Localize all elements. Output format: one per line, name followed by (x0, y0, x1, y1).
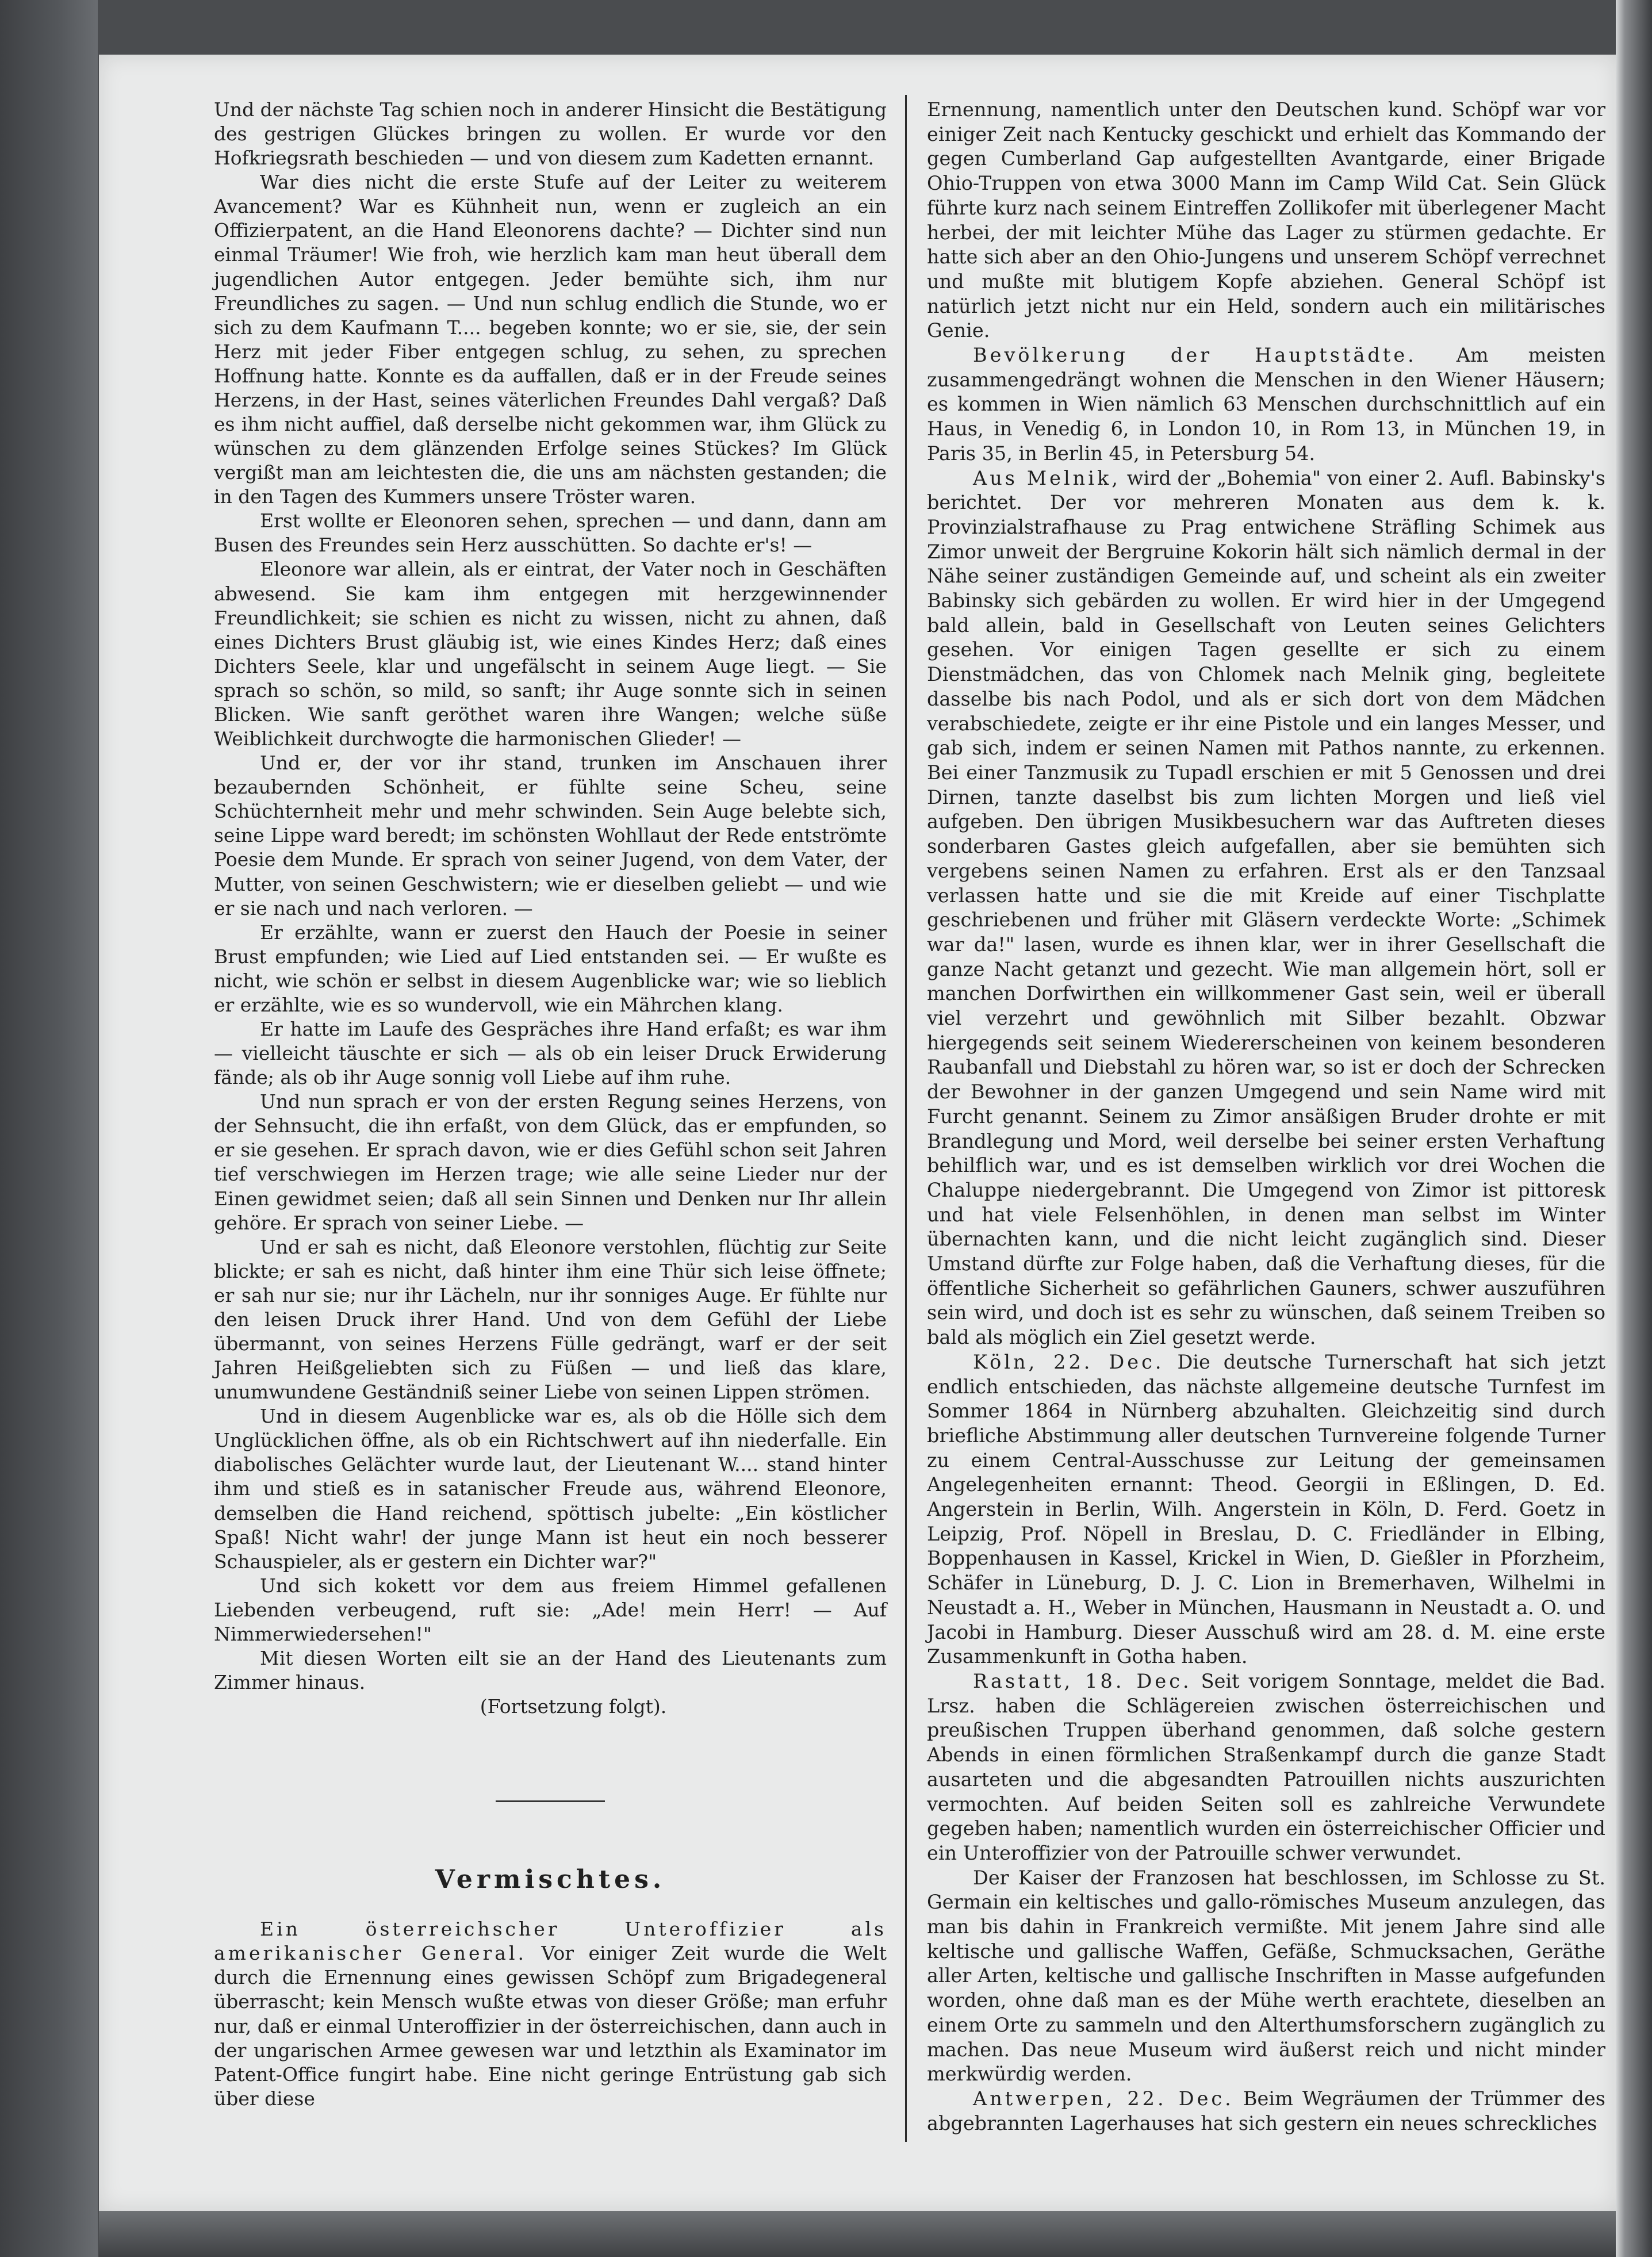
section-divider (496, 1800, 605, 1802)
story-paragraph: Und er sah es nicht, daß Eleonore verstohlen, flüchtig zur Seite blickte; er sah es nicht, daß hinter ihm eine Thür sich leise öffnete; er sah nur sie; nur ihr Lächeln, nur ihr sonniges Auge. Er fühlte nur den leisen Druck ihrer Hand. Und von dem Gefühl der Liebe übermannt, von seines Herzens Fülle gedrängt, warf er der seit Jahren Heißgeliebten sich zu Füßen — und ließ das klare, unumwundene Geständniß seiner Liebe von seinen Lippen strömen. (214, 1235, 887, 1404)
news-paragraph (927, 343, 1605, 466)
news-paragraph-body: Die deutsche Turnerschaft hat sich jetzt endlich entschieden, das nächste allgemeine deutsche Turnfest im Sommer 1864 in Nürnberg abzuhalten. Gleichzeitig sind durch briefliche Abstimmung aller deutschen Turnvereine folgende Turner zu einem Central-Ausschusse zur Leitung der gemeinsamen Angelegenheiten ernannt: Theod. Georgii in Eßlingen, D. Ed. Angerstein in Berlin, Wilh. Angerstein in Köln, D. Ferd. Goetz in Leipzig, Prof. Nöpell in Breslau, D. C. Friedländer in Elbing, Boppenhausen in Kassel, Krickel in Wien, D. Gießler in Pforzheim, Schäfer in Lüneburg, D. J. C. Lion in Bremerhaven, Wilhelmi in Neustadt a. H., Weber in München, Hausmann in Neustadt a. O. und Jacobi in Hamburg. Dieser Ausschuß wird am 28. d. M. eine erste Zusammenkunft in Gotha haben. (927, 1350, 1605, 1668)
news-paragraph-body: wird der „Bohemia" von einer 2. Aufl. Babinsky's berichtet. Der vor mehreren Monaten aus dem k. k. Provinzialstrafhause zu Prag entwichene Sträfling Schimek aus Zimor unweit der Bergruine Kokorin hält sich nämlich dermal in der Nähe seiner zuständigen Gemeinde auf, und scheint als ein zweiter Babinsky sich gebärden zu wollen. Er wird hier in der Umgegend bald allein, bald in Gesellschaft von Leuten seines Gelichters gesehen. Vor einigen Tagen gesellte er sich zu einem Dienstmädchen, das von Chlomek nach Melnik ging, begleitete dasselbe bis nach Podol, und als er sich dort von dem Mädchen verabschiedete, zeigte er ihr eine Pistole und ein langes Messer, und gab sich, indem er seinen Namen mit Pathos nannte, zu erkennen. Bei einer Tanzmusik zu Tupadl erschien er mit 5 Genossen und drei Dirnen, tanzte daselbst bis zum lichten Morgen und ließ viel aufgeben. Den übrigen Musikbesuchern war das Auftreten dieses sonderbaren Gastes gleich aufgefallen, aber sie bemühten sich vergebens seinen Namen zu erfahren. Erst als er den Tanzsaal verlassen hatte und sie die mit Kreide auf einer Tischplatte geschriebenen und früher mit Gläsern verdeckte Worte: „Schimek war da!" lasen, wurde es ihnen klar, wer in ihrer Gesellschaft die ganze Nacht getanzt und gezecht. Wie man allgemein hört, soll er manchen Dorfwirthen ein willkommener Gast sein, weil er überall viel verzehrt und gewöhnlich mit Silber bezahlt. Obzwar hiergegends seit seinem Wiedererscheinen von keinem besonderen Raubanfall und Diebstahl zu hören war, so ist er doch der Schrecken der Bewohner in der ganzen Umgegend und sein Name wird mit Furcht genannt. Seinem zu Zimor ansäßigen Bruder drohte er mit Brandlegung und Mord, weil derselbe bei seiner ersten Verhaftung behilflich war, und es ist demselben wirklich vor drei Wochen die Chaluppe niedergebrannt. Die Umgegend von Zimor ist pittoresk und hat viele Felsenhöhlen, in denen man selbst im Winter übernachten kann, und die nicht leicht zugänglich sind. Dieser Umstand dürfte zur Folge haben, daß die Verhaftung dieses, für die öffentliche Sicherheit so gefährlichen Gauners, schwer auszuführen sein wird, und doch ist es sehr zu wünschen, daß seinem Treiben so bald als möglich ein Ziel gesetzt werde. (927, 466, 1605, 1349)
story-paragraph: Und er, der vor ihr stand, trunken im Anschauen ihrer bezaubernden Schönheit, er fühlte seine Scheu, seine Schüchternheit mehr und mehr schwinden. Sein Auge belebte sich, seine Lippe ward beredt; im schönsten Wohllaut der Rede entströmte Poesie dem Munde. Er sprach von seiner Jugend, von dem Vater, der Mutter, von seinen Geschwistern; wie er dieselben geliebt — und wie er sie nach und nach verloren. — (214, 752, 887, 919)
page-bottom-shadow (99, 2211, 1617, 2257)
story-paragraph: Und sich kokett vor dem aus freiem Himmel gefallenen Liebenden verbeugend, ruft sie: „Ade! mein Herr! — Auf Nimmerwiedersehen!" (214, 1574, 887, 1645)
column-rule (905, 95, 907, 2142)
story-paragraph: Eleonore war allein, als er eintrat, der Vater noch in Geschäften abwesend. Sie kam ihm entgegen mit herzgewinnender Freundlichkeit; sie schien es nicht zu wissen, nicht zu ahnen, daß eines Dichters Brust gläubig ist, wie eines Kindes Herz; daß eines Dichters Seele, klar und ungefälscht in seinem Auge liegt. — Sie sprach so schön, so mild, so sanft; ihr Auge sonnte sich in seinen Blicken. Wie sanft geröthet waren ihre Wangen; welche süße Weiblichkeit durchwogte die harmonischen Glieder! — (214, 558, 887, 750)
news-paragraph (927, 466, 1605, 1350)
news-paragraph-body: Seit vorigem Sonntage, meldet die Bad. Lrsz. haben die Schlägereien zwischen österreichischen und preußischen Truppen überhand genommen, daß solche gestern Abends in einen förmlichen Straßenkampf durch die ganze Stadt ausarteten und die abgesandten Patrouillen nichts auszurichten vermochten. Auf beiden Seiten soll es zahlreiche Verwundete gegeben haben; namentlich wurden ein österreichischer Officier und ein Unteroffizier von der Patrouille schwer verwundet. (927, 1670, 1605, 1864)
news-dateline: Bevölkerung der Hauptstädte. (973, 344, 1417, 367)
story-paragraph: War dies nicht die erste Stufe auf der Leiter zu weiterem Avancement? War es Kühnheit nun, wenn er zugleich an ein Offizierpatent, an die Hand Eleonorens dachte? — Dichter sind nun einmal Träumer! Wie froh, wie herzlich kam man heut überall dem jugendlichen Autor entgegen. Jeder bemühte sich, ihm nur Freundliches zu sagen. — Und nun schlug endlich die Stunde, wo er sich zu dem Kaufmann T.... begeben konnte; wo er sie, sie, der sein Herz mit jeder Fiber entgegen schlug, zu sehen, zu sprechen Hoffnung hatte. Konnte es da auffallen, daß er in der Freude seines Herzens, in der Hast, seines väterlichen Freundes Dahl vergaß? Daß es ihm nicht auffiel, daß derselbe nicht gekommen war, ihm Glück zu wünschen zu dem glänzenden Erfolge seines Stückes? Im Glück vergißt man am leichtesten die, die uns am nächsten gestanden; die in den Tagen des Kummers unsere Tröster waren. (214, 171, 887, 508)
left-column (214, 98, 887, 2111)
scan-right-edge (1616, 0, 1652, 2257)
story-paragraph: Er erzählte, wann er zuerst den Hauch der Poesie in seiner Brust empfunden; wie Lied auf Lied entstanden sei. — Er wußte es nicht, wie schön er selbst in diesem Augenblicke war; wie so lieblich er erzählte, wie es so wundervoll, wie ein Mährchen klang. (214, 921, 887, 1016)
story-paragraph: Und der nächste Tag schien noch in anderer Hinsicht die Bestätigung des gestrigen Glückes bringen zu wollen. Er wurde vor den Hofkriegsrath beschieden — und von diesem zum Kadetten ernannt. (214, 98, 887, 170)
news-paragraph (927, 98, 1605, 343)
story-paragraph: Er hatte im Laufe des Gespräches ihre Hand erfaßt; es war ihm — vielleicht täuschte er sich — als ob ein leiser Druck Erwiderung fände; als ob ihr Auge sonnig voll Liebe auf ihm ruhe. (214, 1017, 887, 1089)
news-dateline: Aus Melnik, (973, 466, 1121, 489)
story-paragraph: Und in diesem Augenblicke war es, als ob die Hölle sich dem Unglücklichen öffne, als ob ein Richtschwert auf ihn niederfalle. Ein diabolisches Gelächter wurde laut, der Lieutenant W.... stand hinter ihm und stieß es in satanischer Freude aus, während Eleonore, demselben die Hand reichend, spöttisch jubelte: „Ein köstlicher Spaß! Nicht wahr! der junge Mann ist heut ein noch besserer Schauspieler, als er gestern ein Dichter war?" (214, 1405, 887, 1573)
news-paragraph-body: Beim Wegräumen der Trümmer des abgebrannten Lagerhauses hat sich gestern ein neues schreckliches (927, 2087, 1605, 2135)
news-body: Vor einiger Zeit wurde die Welt durch die Ernennung eines gewissen Schöpf zum Brigadegeneral überrascht; kein Mensch wußte etwas von dieser Größe; man erfuhr nur, daß er einmal Unteroffizier in der österreichischen, dann auch in der ungarischen Armee gewesen war und letzthin als Examinator im Patent-Office fungirt habe. Eine nicht geringe Entrüstung gab sich über diese (214, 1942, 887, 2110)
scan-left-edge (0, 0, 98, 2257)
news-dateline: Köln, 22. Dec. (973, 1350, 1164, 1373)
story-paragraph: Erst wollte er Eleonoren sehen, sprechen — und dann, dann am Busen des Freundes sein Herz ausschütten. So dachte er's! — (214, 509, 887, 557)
story-paragraph: Mit diesen Worten eilt sie an der Hand des Lieutenants zum Zimmer hinaus. (214, 1647, 887, 1694)
news-items (927, 98, 1605, 2136)
right-column (927, 98, 1605, 2136)
news-paragraph (927, 1669, 1605, 1866)
to-be-continued: (Fortsetzung folgt). (480, 1695, 667, 1718)
serial-story-text (214, 98, 887, 1695)
news-item (214, 1917, 887, 2111)
news-dateline: Rastatt, 18. Dec. (973, 1670, 1192, 1692)
news-paragraph (927, 2087, 1605, 2136)
news-paragraph-body: Der Kaiser der Franzosen hat beschlossen, im Schlosse zu St. Germain ein keltisches und gallo-römisches Museum anzulegen, das man bis dahin in Frankreich vermißte. Mit jenem Jahre sind alle keltische und gallische Waffen, Gefäße, Schmucksachen, Geräthe aller Arten, keltische und gallische Inschriften in Masse aufgefunden worden, ohne daß man es der Mühe werth erachtete, dieselben an einem Orte zu sammeln und den Alterthumsforschern zugänglich zu machen. Das neue Museum wird äußerst reich und nicht minder merkwürdig werden. (927, 1866, 1605, 2086)
news-paragraph (927, 1350, 1605, 1669)
news-paragraph-body: Am meisten zusammengedrängt wohnen die Menschen in den Wiener Häusern; es kommen in Wien nämlich 63 Menschen durchschnittlich auf ein Haus, in Venedig 6, in London 10, in Rom 13, in München 19, in Paris 35, in Berlin 45, in Petersburg 54. (927, 344, 1605, 465)
news-paragraph-body: Ernennung, namentlich unter den Deutschen kund. Schöpf war vor einiger Zeit nach Kentucky geschickt und erhielt das Kommando der gegen Cumberland Gap aufgestellten Avantgarde, einer Brigade Ohio-Truppen von etwa 3000 Mann im Camp Wild Cat. Sein Glück führte kurz nach seinem Eintreffen Zollikofer mit überlegener Macht herbei, der mit leichter Mühe das Lager zu stürmen gedachte. Er hatte sich aber an den Ohio-Jungens und unserem Schöpf verrechnet und mußte mit blutigem Kopfe abziehen. General Schöpf ist natürlich jetzt nicht nur ein Held, sondern auch ein militärisches Genie. (927, 98, 1605, 342)
news-paragraph (927, 1866, 1605, 2087)
news-dateline: Antwerpen, 22. Dec. (973, 2087, 1234, 2110)
news-headline: Ein österreichscher Unteroffizier als amerikanischer General. (214, 1918, 887, 1965)
story-paragraph: Und nun sprach er von der ersten Regung seines Herzens, von der Sehnsucht, die ihn erfaßt, von dem Glück, das er empfunden, so er sie gesehen. Er sprach davon, wie er dies Gefühl schon seit Jahren tief verschwiegen im Herzen trage; wie alle seine Lieder nur der Einen gewidmet seien; daß all sein Sinnen und Denken nur Ihr allein gehöre. Er sprach von seiner Liebe. — (214, 1090, 887, 1234)
section-title: Vermischtes. (435, 1865, 666, 1895)
